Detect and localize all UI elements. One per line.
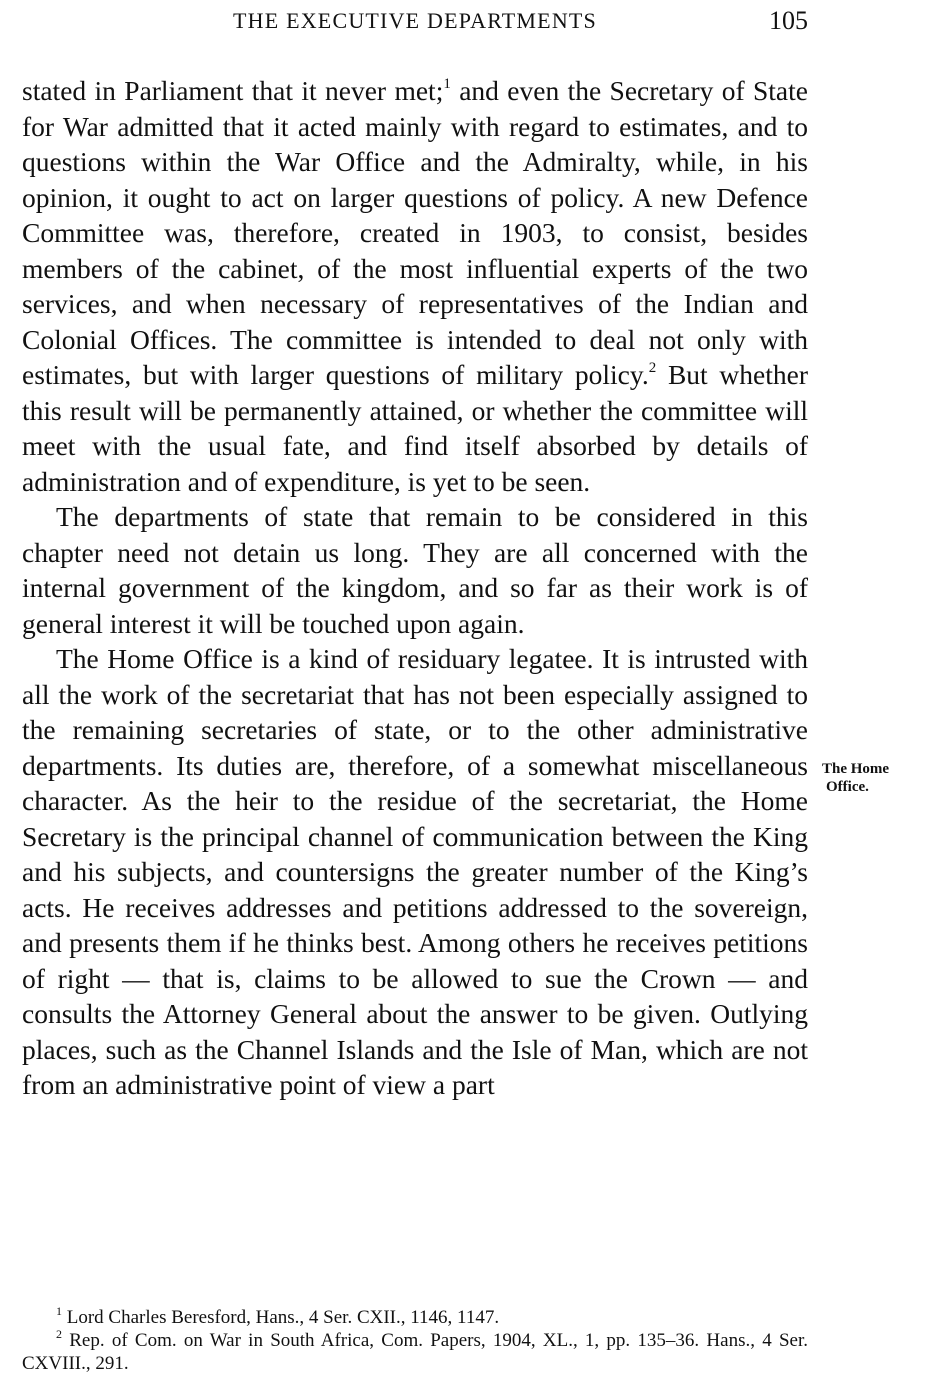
margin-note-line-2: Office. (826, 779, 869, 795)
footnote-2-text: Rep. of Com. on War in South Africa, Com. Papers, 1904, XL., 1, pp. 135–36. Hans., 4 Ser. CXVIII., 291. (22, 1330, 808, 1374)
page-number: 105 (769, 6, 808, 35)
margin-note (822, 760, 942, 796)
margin-note-line-1: The Home (822, 761, 890, 777)
paragraph-1 (22, 73, 808, 499)
paragraph-3: The Home Office is a kind of residuary legatee. It is intrusted with all the work of the secretariat that has not been especially assigned to the remaining secretaries of state, or to the other administrative departments. Its duties are, therefore, of a somewhat miscellaneous character. As the heir to the residue of the secretariat, the Home Secretary is the principal channel of communication between the King and his subjects, and countersigns the greater number of the King’s acts. He receives addresses and petitions addressed to the sovereign, and presents them if he thinks best. Among others he receives petitions of right — that is, claims to be allowed to sue the Crown — and consults the Attorney General about the answer to be given. Outlying places, such as the Channel Islands and the Isle of Man, which are not from an administrative point of view a part (22, 643, 808, 1100)
paragraph-1-part-b: and even the Secretary of State for War admitted that it acted mainly with regard to estimates, and to questions within the War Office and the Admiralty, while, in his opinion, it ought to act on larger questions of policy. A new Defence Committee was, therefore, created in 1903, to consist, besides members of the cabinet, of the most influential experts of the two services, and when necessary of representatives of the Indian and Colonial Offices. The committee is intended to deal not only with estimates, but with larger questions of military policy. (22, 75, 808, 390)
footnote-2-mark: 2 (56, 1327, 62, 1341)
footnotes (22, 1306, 808, 1375)
footnote-1-mark: 1 (56, 1304, 62, 1318)
footnote-ref-1: 1 (443, 76, 451, 92)
footnote-1 (22, 1306, 808, 1329)
paragraph-2: The departments of state that remain to be considered in this chapter need not detain us long. They are all concerned with the internal government of the kingdom, and so far as their work is of general interest it will be touched upon again. (22, 501, 808, 639)
paragraph-1-part-a: stated in Parliament that it never met; (22, 75, 444, 106)
footnote-2 (22, 1329, 808, 1375)
page-header (22, 8, 808, 44)
body-text (22, 73, 808, 1103)
paragraph-1-part-c: But whether this result will be permanently attained, or whether the committee will meet with the usual fate, and find itself absorbed by details of administration and of expenditure, is yet to be seen. (22, 359, 808, 497)
footnote-1-text: Lord Charles Beresford, Hans., 4 Ser. CXII., 1146, 1147. (62, 1307, 500, 1328)
footnote-ref-2: 2 (648, 360, 657, 376)
running-title: THE EXECUTIVE DEPARTMENTS (233, 8, 597, 33)
